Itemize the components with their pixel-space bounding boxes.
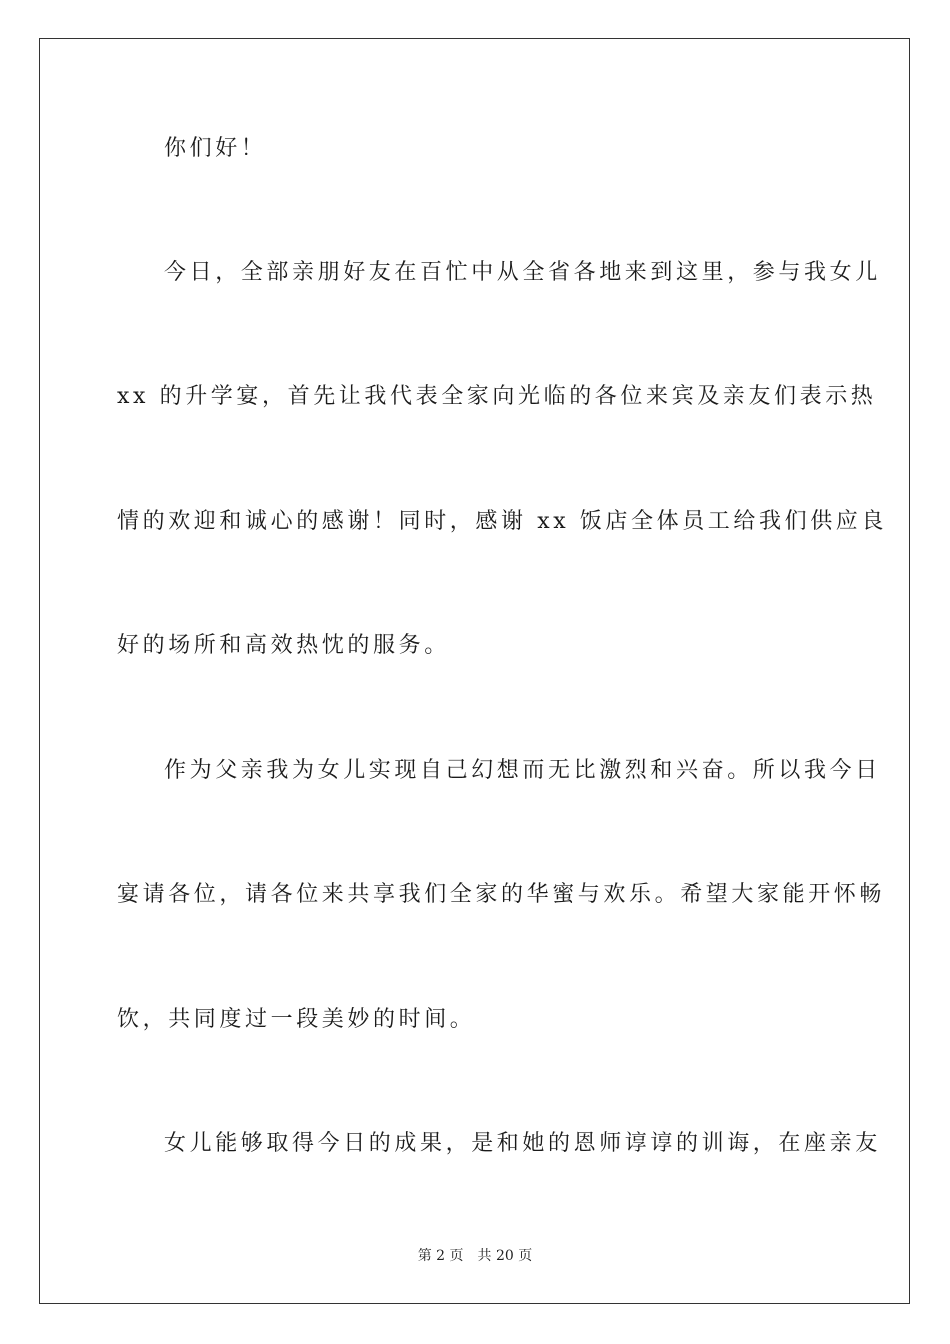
paragraph-1-line-2: xx 的升学宴，首先让我代表全家向光临的各位来宾及亲友们表示热 <box>117 384 877 409</box>
paragraph-1-line-4: 好的场所和高效热忱的服务。 <box>117 633 450 658</box>
page-border <box>39 38 910 1304</box>
page-number: 第 2 页 <box>417 1248 464 1264</box>
page-total: 共 20 页 <box>477 1248 533 1264</box>
paragraph-2-line-3: 饮，共同度过一段美妙的时间。 <box>117 1007 476 1032</box>
page-footer <box>0 1246 950 1266</box>
paragraph-1-line-3: 情的欢迎和诚心的感谢！同时，感谢 xx 饭店全体员工给我们供应良 <box>117 509 888 534</box>
paragraph-3-line-1: 女儿能够取得今日的成果，是和她的恩师谆谆的训诲，在座亲友 <box>164 1131 881 1156</box>
paragraph-1-line-1: 今日，全部亲朋好友在百忙中从全省各地来到这里，参与我女儿 <box>164 260 881 285</box>
paragraph-2-line-1: 作为父亲我为女儿实现自己幻想而无比激烈和兴奋。所以我今日 <box>164 758 881 783</box>
paragraph-2-line-2: 宴请各位，请各位来共享我们全家的华蜜与欢乐。希望大家能开怀畅 <box>117 882 886 907</box>
greeting-line: 你们好！ <box>164 136 267 161</box>
